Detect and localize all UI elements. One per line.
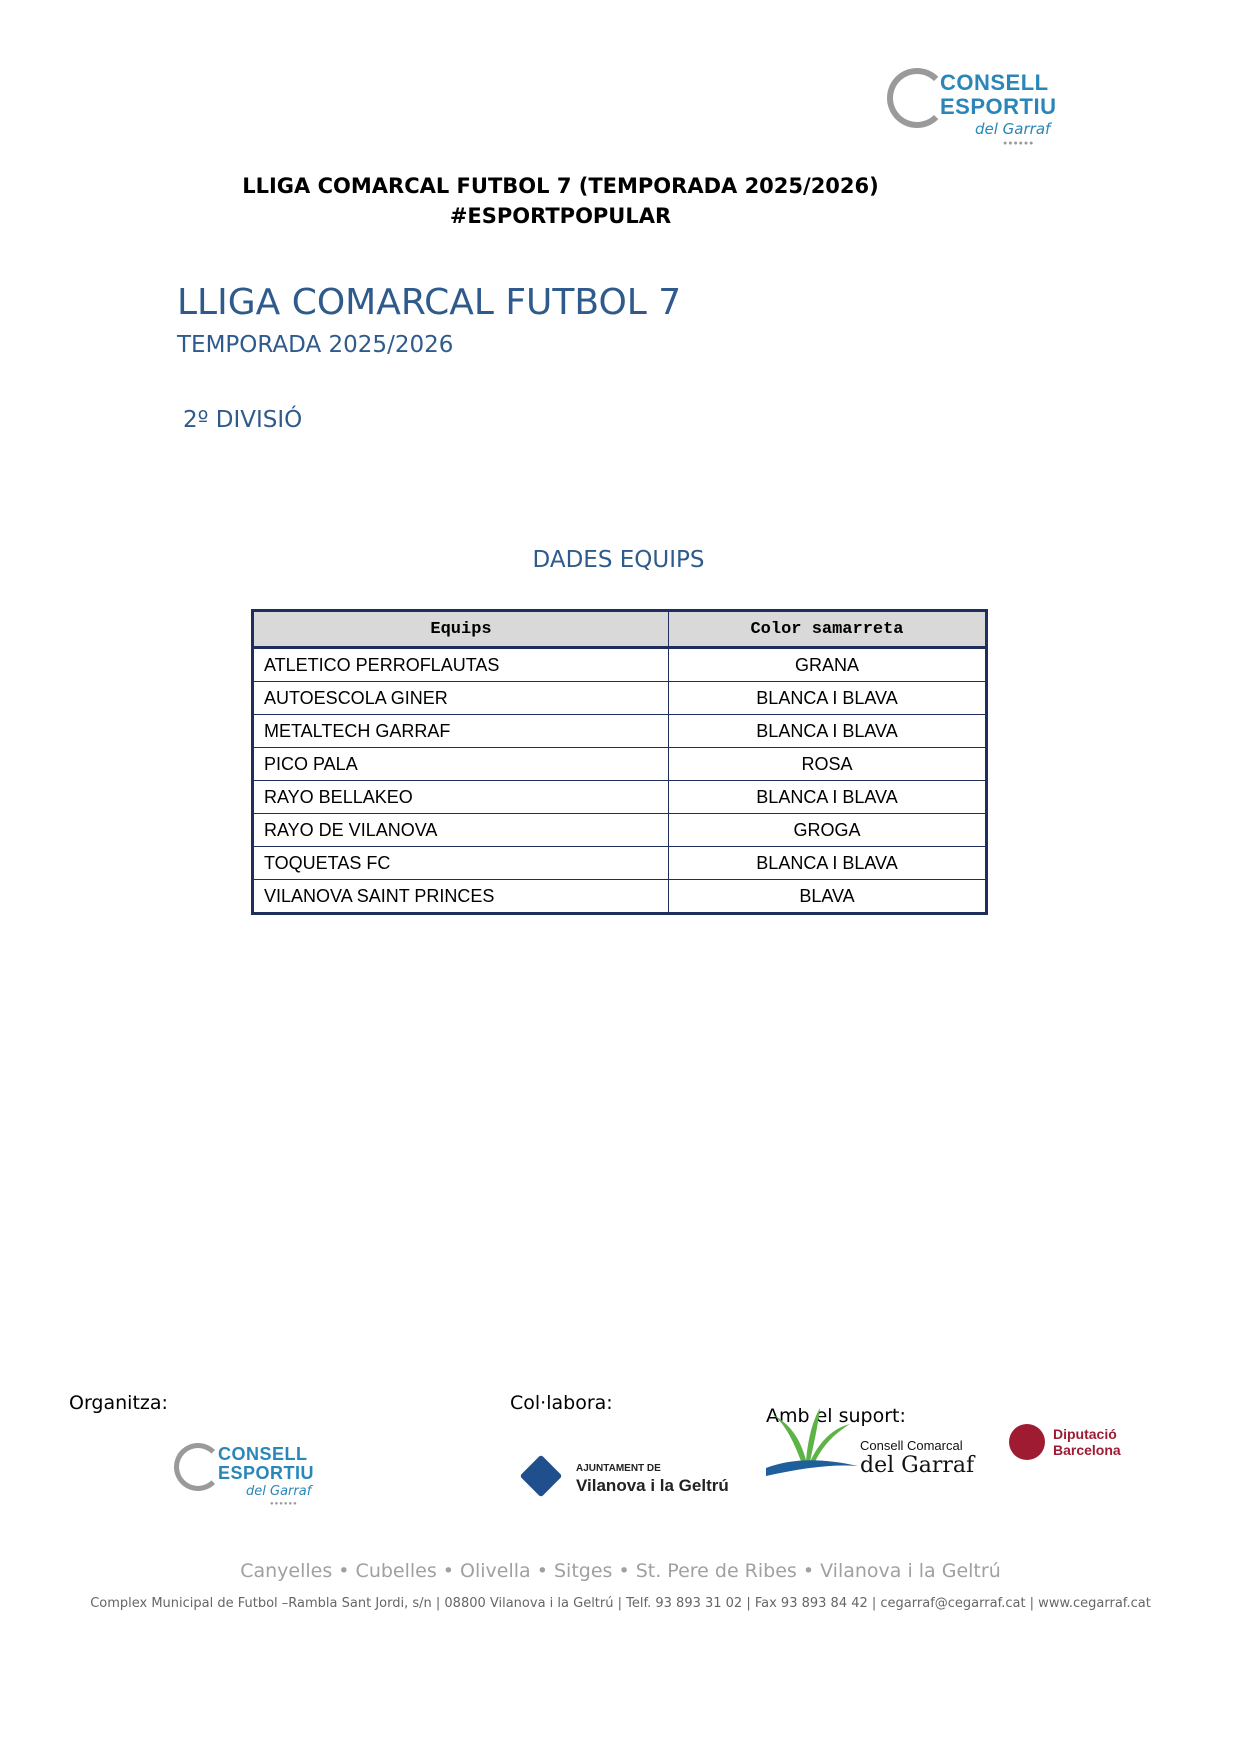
ajuntament-vilanova-logo <box>520 1455 730 1505</box>
consell-esportiu-footer-logo <box>172 1440 322 1510</box>
ajuntament-line-2: Vilanova i la Geltrú <box>576 1476 729 1495</box>
table-row <box>253 781 987 814</box>
diputacio-badge-icon <box>1009 1424 1045 1460</box>
table-row <box>253 748 987 781</box>
logo-ring-icon <box>174 1443 222 1491</box>
consell-comarcal-garraf-logo <box>762 1406 977 1481</box>
column-header-shirt-color: Color samarreta <box>669 611 987 648</box>
table-row <box>253 814 987 847</box>
header-line-1: LLIGA COMARCAL FUTBOL 7 (TEMPORADA 2025/2026) <box>242 174 879 198</box>
section-title-text: DADES EQUIPS <box>532 547 705 573</box>
ajuntament-shield-icon <box>520 1455 563 1498</box>
team-name: ATLETICO PERROFLAUTAS <box>253 648 669 682</box>
consell-esportiu-logo <box>885 62 1065 152</box>
teams-table <box>251 609 988 915</box>
logo-dots: ●●●●●● <box>1003 140 1035 147</box>
logo-text-del-garraf: del Garraf <box>975 120 1051 138</box>
table-row <box>253 880 987 914</box>
footer-address: Complex Municipal de Futbol –Rambla Sant Jordi, s/n | 08800 Vilanova i la Geltrú | Telf. 93 893 31 02 | Fax 93 893 84 42 | cegarraf@cegarraf.cat | www.cegarraf.cat <box>90 1596 1151 1611</box>
organitza-label: Organitza: <box>69 1392 168 1414</box>
table-header-row <box>253 611 987 648</box>
page-title: LLIGA COMARCAL FUTBOL 7 <box>177 282 682 323</box>
shirt-color: GROGA <box>669 814 987 847</box>
team-name: RAYO DE VILANOVA <box>253 814 669 847</box>
team-name: RAYO BELLAKEO <box>253 781 669 814</box>
shirt-color: ROSA <box>669 748 987 781</box>
logo-ring-icon <box>887 68 947 128</box>
team-name: VILANOVA SAINT PRINCES <box>253 880 669 914</box>
logo-text-consell: CONSELL <box>218 1444 308 1464</box>
column-header-teams: Equips <box>253 611 669 648</box>
suport-label: Amb el suport: <box>766 1405 906 1427</box>
shirt-color: GRANA <box>669 648 987 682</box>
ajuntament-line-1: AJUNTAMENT DE <box>576 1463 661 1474</box>
division-label: 2º DIVISIÓ <box>183 407 303 433</box>
header-line-2: #ESPORTPOPULAR <box>449 204 672 228</box>
team-name: TOQUETAS FC <box>253 847 669 880</box>
logo-text-esportiu: ESPORTIU <box>940 94 1057 119</box>
shirt-color: BLANCA I BLAVA <box>669 682 987 715</box>
logo-dots: ●●●●●● <box>270 1501 298 1507</box>
shirt-color: BLAVA <box>669 880 987 914</box>
diputacio-line-1: Diputació <box>1053 1426 1117 1442</box>
logo-text-esportiu: ESPORTIU <box>218 1463 315 1483</box>
table-row <box>253 648 987 682</box>
season-subtitle: TEMPORADA 2025/2026 <box>177 332 454 358</box>
collabora-label: Col·labora: <box>510 1392 613 1414</box>
team-name: AUTOESCOLA GINER <box>253 682 669 715</box>
shirt-color: BLANCA I BLAVA <box>669 715 987 748</box>
table-row <box>253 715 987 748</box>
consell-comarcal-line-1: Consell Comarcal <box>860 1438 963 1453</box>
team-name: METALTECH GARRAF <box>253 715 669 748</box>
table-row <box>253 847 987 880</box>
shirt-color: BLANCA I BLAVA <box>669 847 987 880</box>
diputacio-barcelona-logo <box>1009 1424 1139 1464</box>
logo-text-consell: CONSELL <box>940 70 1049 95</box>
garraf-leaf-icon <box>762 1406 862 1478</box>
consell-comarcal-line-2: del Garraf <box>860 1453 975 1478</box>
diputacio-line-2: Barcelona <box>1053 1442 1121 1458</box>
logo-text-del-garraf: del Garraf <box>246 1484 312 1499</box>
team-name: PICO PALA <box>253 748 669 781</box>
shirt-color: BLANCA I BLAVA <box>669 781 987 814</box>
table-row <box>253 682 987 715</box>
section-title <box>0 547 1241 573</box>
footer-towns: Canyelles • Cubelles • Olivella • Sitges • St. Pere de Ribes • Vilanova i la Geltrú <box>240 1560 1001 1582</box>
